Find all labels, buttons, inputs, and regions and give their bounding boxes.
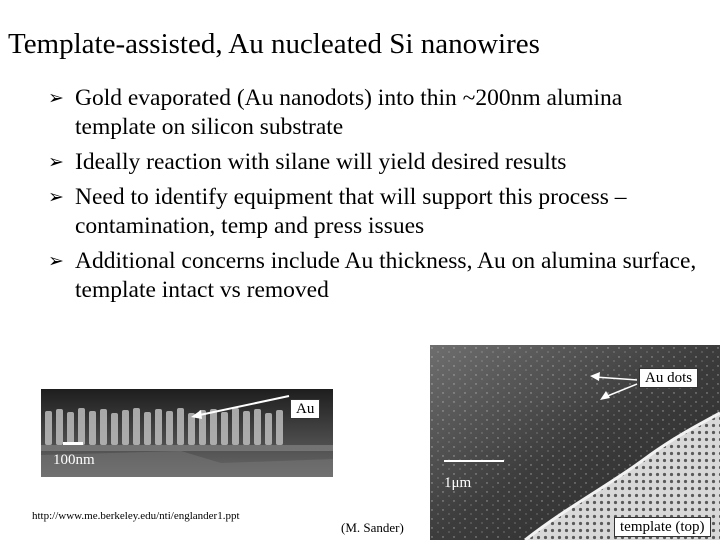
arrow-bullet-icon: ➢ [48,250,64,272]
image-credit: (M. Sander) [341,520,404,535]
sem-cross-section-image [41,389,333,477]
arrow-bullet-icon: ➢ [48,151,64,173]
slide-title: Template-assisted, Au nucleated Si nanowires [8,28,540,60]
scale-bar-label: 1μm [444,475,472,491]
scale-bar-label: 100nm [53,452,95,468]
au-label: Au [290,399,320,419]
bullet-item [48,247,708,305]
template-top-label: template (top) [614,517,711,537]
arrow-bullet-icon: ➢ [48,87,64,109]
bullet-text: Gold evaporated (Au nanodots) into thin ~200nm alumina template on silicon substrate [75,85,623,140]
bullet-item [48,84,708,142]
au-dots-label: Au dots [639,368,698,388]
bullet-item [48,148,708,177]
bullet-list [48,84,708,311]
bullet-text: Need to identify equipment that will support this process – contamination, temp and press issues [75,184,627,239]
bullet-item [48,183,708,241]
sem-template-image [430,345,720,540]
source-url: http://www.me.berkeley.edu/nti/englander1.ppt [32,510,240,522]
arrow-bullet-icon: ➢ [48,186,64,208]
bullet-text: Ideally reaction with silane will yield desired results [75,149,567,175]
bullet-text: Additional concerns include Au thickness, Au on alumina surface, template intact vs removed [75,248,697,303]
